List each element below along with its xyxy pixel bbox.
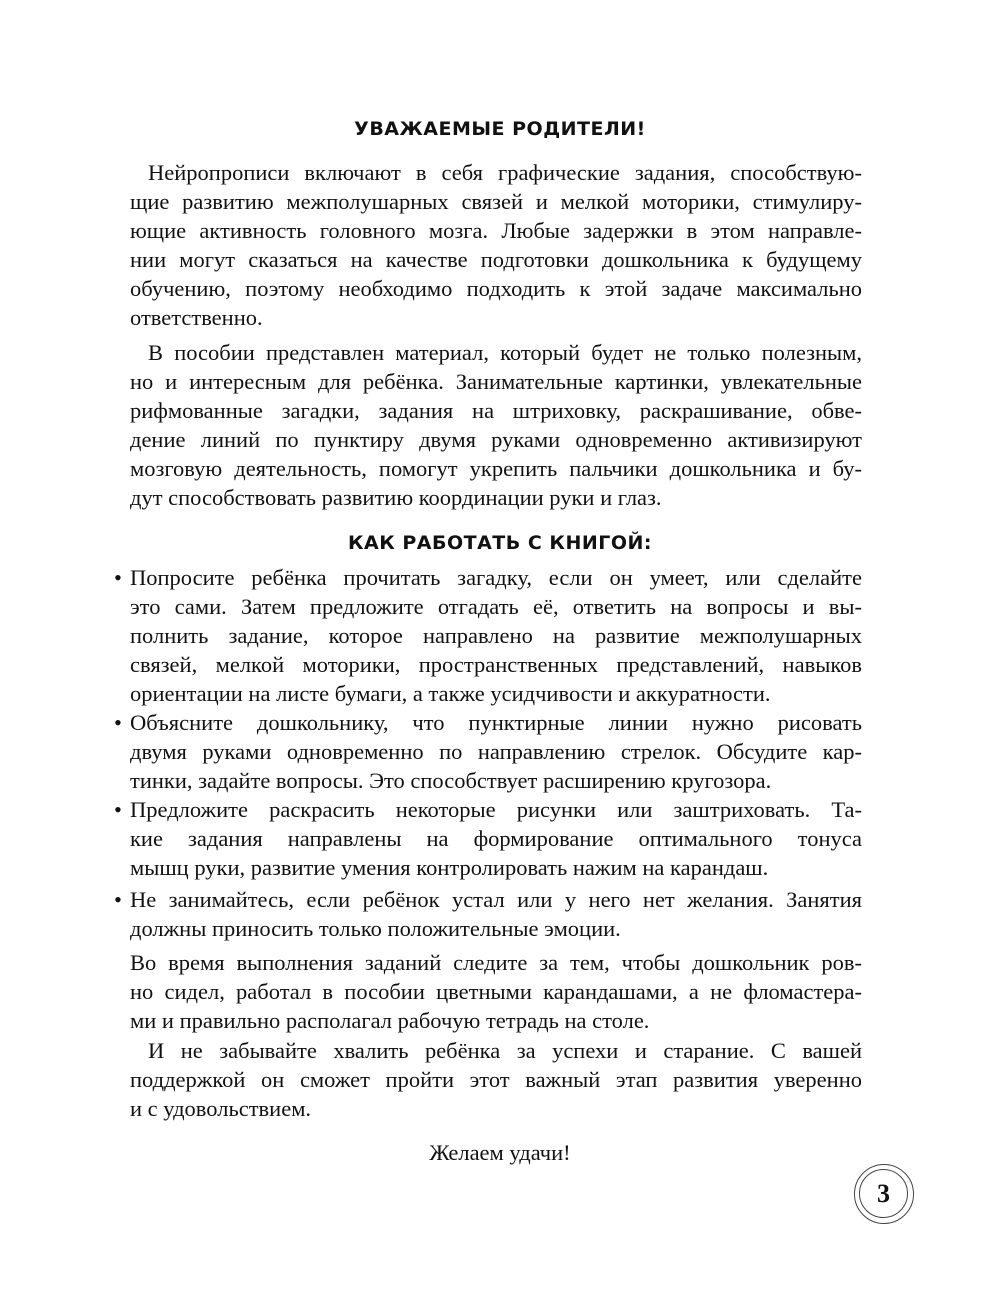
text-line: поддержкой он сможет пройти этот важный этап развития уверенно bbox=[130, 1067, 862, 1092]
page-number: 3 bbox=[859, 1169, 908, 1218]
text-line: Не занимайтесь, если ребёнок устал или у него нет желания. Занятия bbox=[130, 887, 862, 912]
text-line: связей, мелкой моторики, пространственных представлений, навыков bbox=[130, 652, 862, 677]
text-line: обучению, поэтому необходимо подходить к этой задаче максимально bbox=[130, 276, 862, 301]
text-line: тинки, задайте вопросы. Это способствует расширению кругозора. bbox=[130, 768, 772, 793]
text-line: Предложите раскрасить некоторые рисунки или заштриховать. Та- bbox=[130, 797, 862, 822]
text-line: но сидел, работал в пособии цветными карандашами, а не фломастера- bbox=[130, 979, 862, 1004]
bullet-icon: • bbox=[114, 797, 122, 822]
text-line: ответственно. bbox=[130, 305, 263, 330]
text-line: ющие активность головного мозга. Любые задержки в этом направле- bbox=[130, 218, 862, 243]
paragraph-material bbox=[130, 338, 862, 512]
text-line: Попросите ребёнка прочитать загадку, если он умеет, или сделайте bbox=[130, 565, 862, 590]
section-heading: КАК РАБОТАТЬ С КНИГОЙ: bbox=[347, 532, 652, 554]
text-line: это сами. Затем предложите отгадать её, ответить на вопросы и вы- bbox=[130, 594, 862, 619]
text-line: но и интересным для ребёнка. Занимательные картинки, увлекательные bbox=[130, 369, 862, 394]
text-line: мозговую деятельность, помогут укрепить пальчики дошкольника и бу- bbox=[130, 456, 862, 481]
text-line: двумя руками одновременно по направлению стрелок. Обсудите кар- bbox=[130, 739, 862, 764]
text-line: В пособии представлен материал, который будет не только полезным, bbox=[148, 340, 862, 365]
paragraph-praise bbox=[130, 1036, 862, 1123]
page-title: УВАЖАЕМЫЕ РОДИТЕЛИ! bbox=[354, 118, 646, 140]
text-line: и с удовольствием. bbox=[130, 1096, 312, 1121]
bullet-icon: • bbox=[114, 565, 122, 590]
text-line: мышц руки, развитие умения контролировать нажим на карандаш. bbox=[130, 855, 769, 880]
text-line: Во время выполнения заданий следите за тем, чтобы дошкольник ров- bbox=[130, 950, 862, 975]
text-line: Нейропрописи включают в себя графические задания, способствую- bbox=[148, 160, 862, 185]
bullet-item bbox=[114, 563, 862, 708]
text-line: Объясните дошкольнику, что пунктирные линии нужно рисовать bbox=[130, 710, 862, 735]
closing-text: Желаем удачи! bbox=[429, 1140, 571, 1165]
bullet-icon: • bbox=[114, 887, 122, 912]
text-line: нии могут сказаться на качестве подготовки дошкольника к будущему bbox=[130, 247, 862, 272]
text-line: должны приносить только положительные эмоции. bbox=[130, 916, 621, 941]
paragraph-posture bbox=[130, 948, 862, 1035]
bullet-item bbox=[114, 795, 862, 882]
text-line: полнить задание, которое направлено на развитие межполушарных bbox=[130, 623, 862, 648]
bullet-item bbox=[114, 885, 862, 943]
text-line: дут способствовать развитию координации руки и глаз. bbox=[130, 485, 662, 510]
text-line: И не забывайте хвалить ребёнка за успехи и старание. С вашей bbox=[148, 1038, 862, 1063]
text-line: ориентации на листе бумаги, а также усидчивости и аккуратности. bbox=[130, 681, 771, 706]
text-line: щие развитию межполушарных связей и мелкой моторики, стимулиру- bbox=[130, 189, 862, 214]
bullet-item bbox=[114, 708, 862, 795]
paragraph-intro bbox=[130, 158, 862, 332]
text-line: дение линий по пунктиру двумя руками одновременно активизируют bbox=[130, 427, 862, 452]
page-number-badge bbox=[854, 1164, 914, 1224]
text-line: рифмованные загадки, задания на штриховку, раскрашивание, обве- bbox=[130, 398, 862, 423]
text-line: кие задания направлены на формирование оптимального тонуса bbox=[130, 826, 862, 851]
text-line: ми и правильно располагал рабочую тетрадь на столе. bbox=[130, 1008, 650, 1033]
bullet-icon: • bbox=[114, 710, 122, 735]
